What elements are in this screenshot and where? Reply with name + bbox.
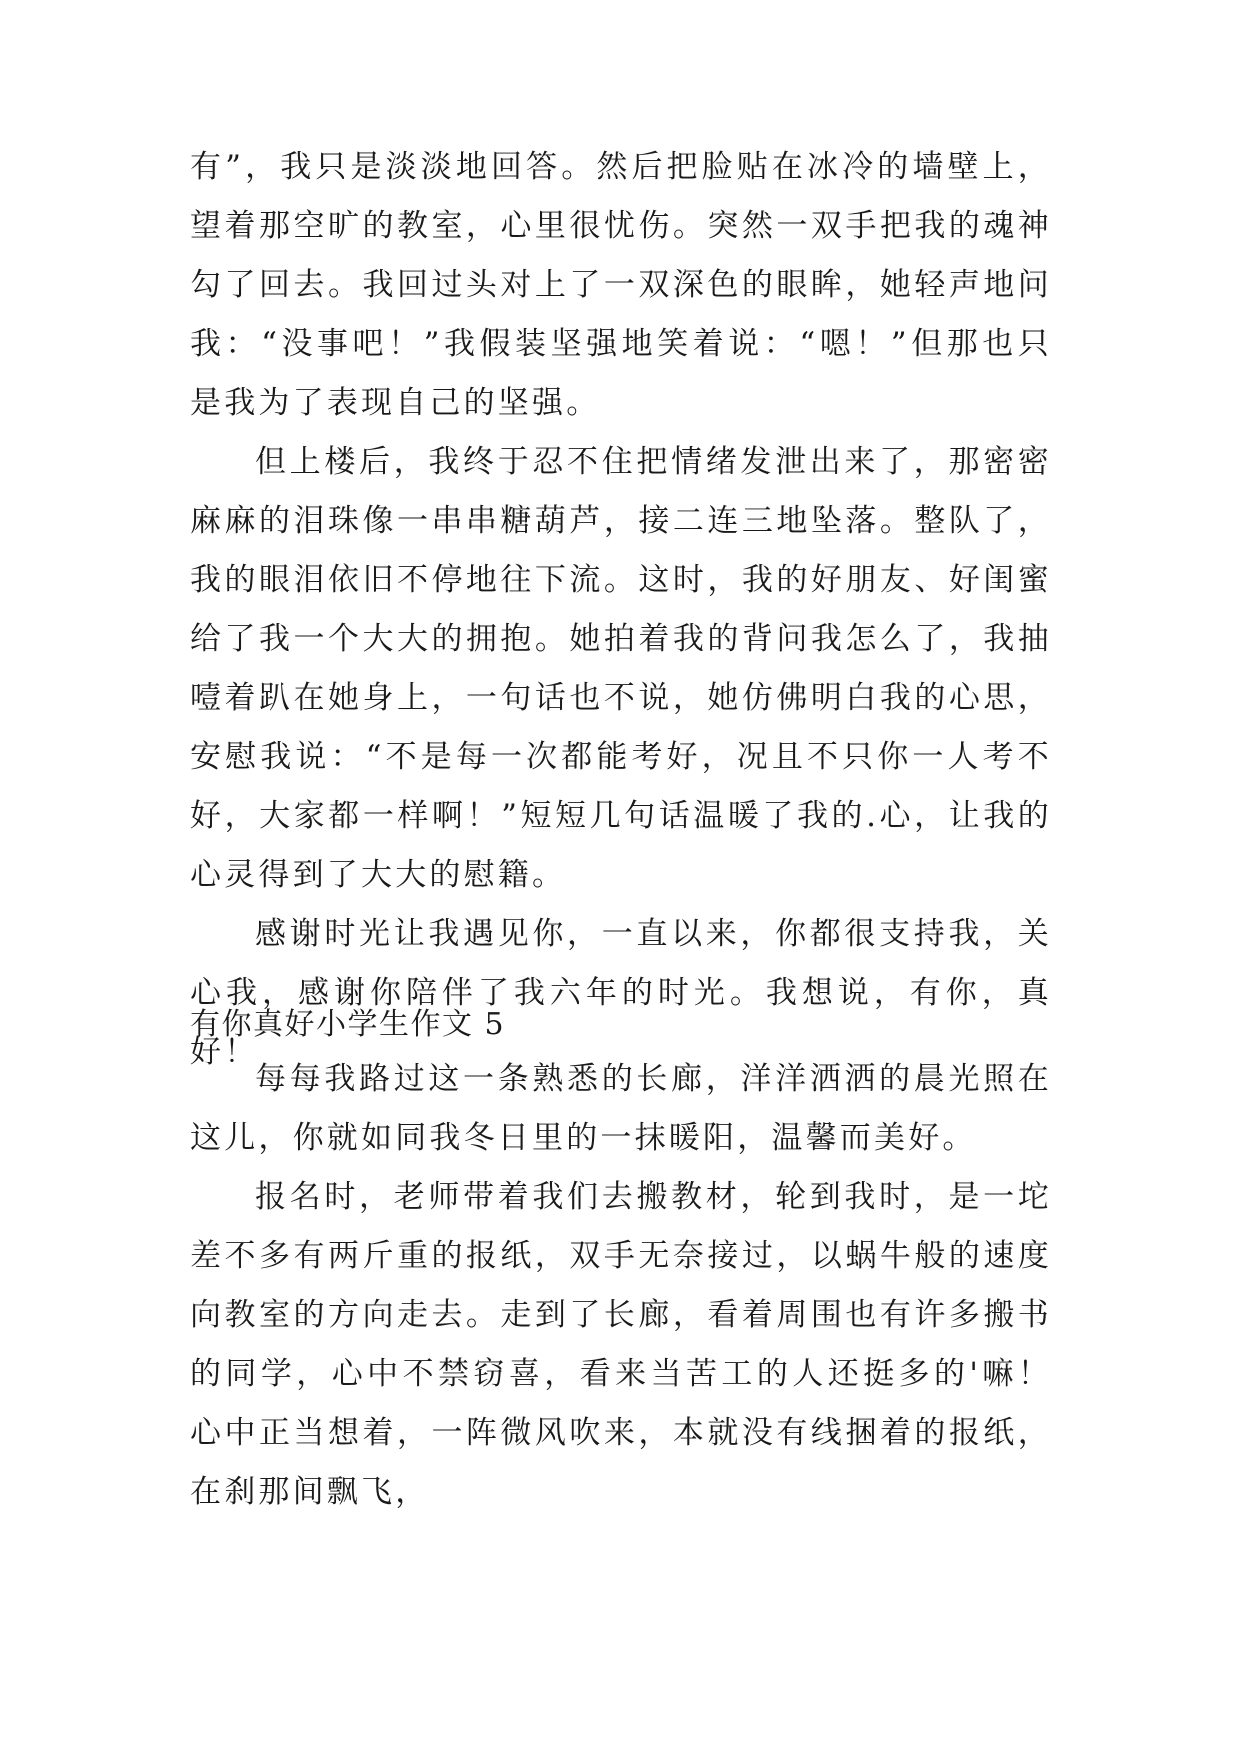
paragraph-continued: 有”，我只是淡淡地回答。然后把脸贴在冰冷的墙壁上，望着那空旷的教室，心里很忧伤。突然一双手把我的魂神勾了回去。我回过头对上了一双深色的眼眸，她轻声地问我：“没事吧！”我假装坚强地笑着说：“嗯！”但那也只是我为了表现自己的坚强。 bbox=[190, 149, 1052, 421]
section-1-body bbox=[190, 138, 1052, 1082]
paragraph: 每每我路过这一条熟悉的长廊，洋洋洒洒的晨光照在这儿，你就如同我冬日里的一抹暖阳，温馨而美好。 bbox=[190, 1061, 1052, 1156]
essay-title: 有你真好小学生作文 5 bbox=[190, 1007, 506, 1042]
paragraph: 报名时，老师带着我们去搬教材，轮到我时，是一坨差不多有两斤重的报纸，双手无奈接过，以蜗牛般的速度向教室的方向走去。走到了长廊，看着周围也有许多搬书的同学，心中不禁窃喜，看来当苦工的人还挺多的'嘛！心中正当想着，一阵微风吹来，本就没有线捆着的报纸，在刹那间飘飞， bbox=[190, 1179, 1052, 1510]
paragraph: 感谢时光让我遇见你，一直以来，你都很支持我，关心我，感谢你陪伴了我六年的时光。我想说，有你，真好！ bbox=[190, 916, 1052, 1070]
section-2-body bbox=[190, 1050, 1052, 1522]
paragraph: 但上楼后，我终于忍不住把情绪发泄出来了，那密密麻麻的泪珠像一串串糖葫芦，接二连三地坠落。整队了，我的眼泪依旧不停地往下流。这时，我的好朋友、好闺蜜给了我一个大大的拥抱。她拍着我的背问我怎么了，我抽噎着趴在她身上，一句话也不说，她仿佛明白我的心思，安慰我说：“不是每一次都能考好，况且不只你一人考不好，大家都一样啊！”短短几句话温暖了我的.心，让我的心灵得到了大大的慰籍。 bbox=[190, 444, 1052, 893]
